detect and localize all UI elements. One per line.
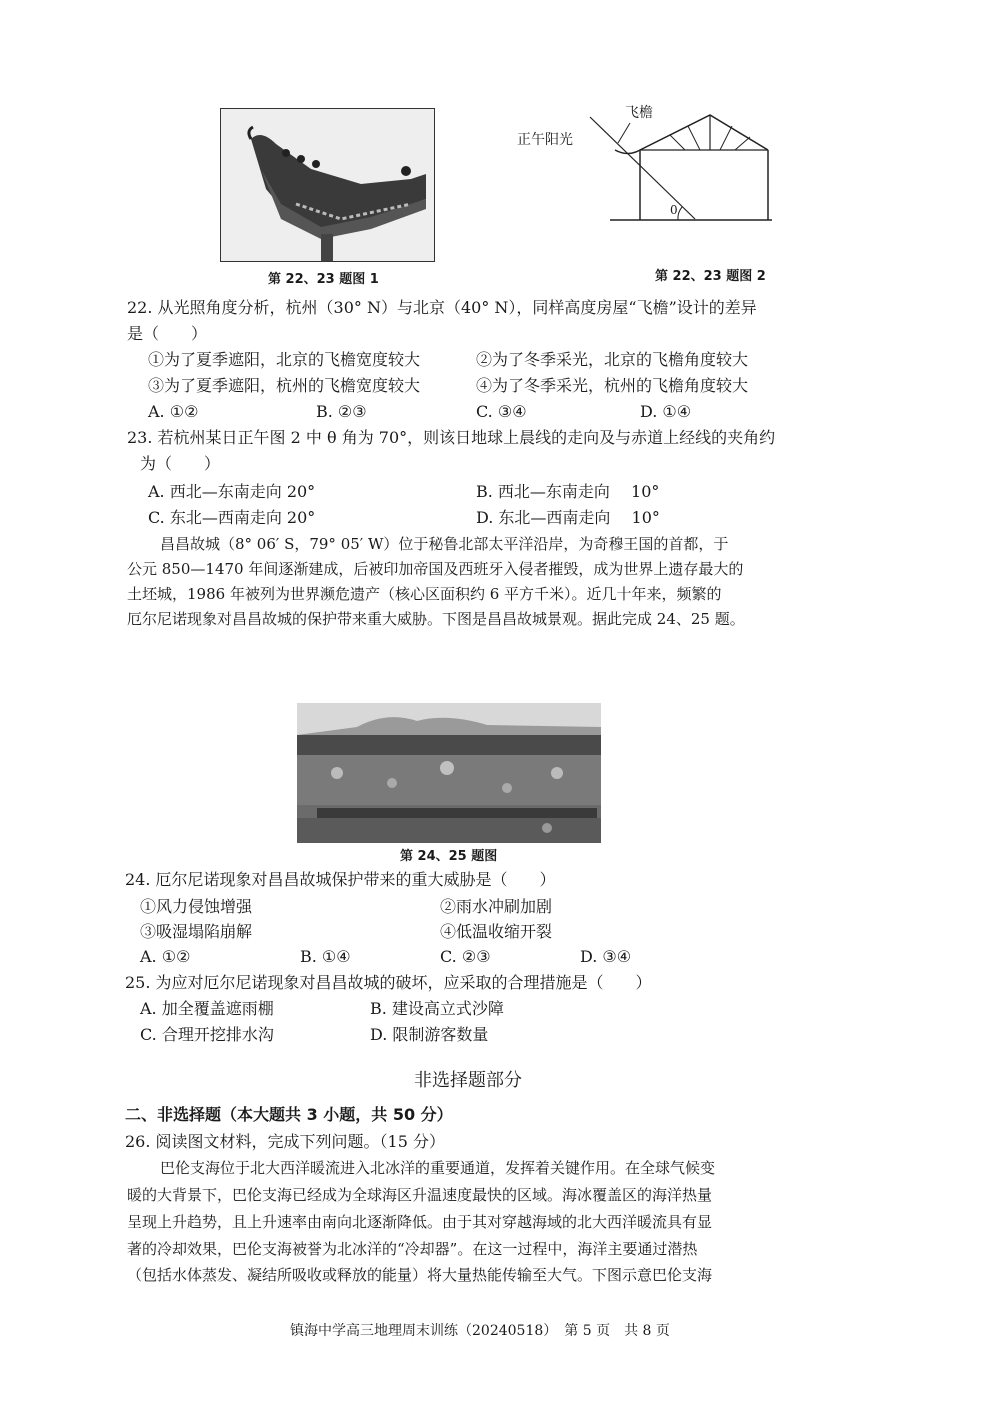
q24-option-a[interactable]: A. ①②: [140, 947, 191, 966]
eave-label: 飞檐: [625, 105, 653, 121]
q24-option-d[interactable]: D. ③④: [580, 947, 632, 966]
figure-2-caption: 第 22、23 题图 2: [655, 269, 766, 284]
q22-statement-2: ②为了冬季采光，北京的飞檐角度较大: [476, 350, 749, 369]
q22-stem-line1: 22. 从光照角度分析，杭州（30° N）与北京（40° N），同样高度房屋“飞檐”设计的差异: [127, 298, 757, 317]
q26-line1: 巴伦支海位于北大西洋暖流进入北冰洋的重要通道，发挥着关键作用。在全球气候变: [160, 1159, 716, 1177]
q23-option-a[interactable]: A. 西北—东南走向 20°: [148, 482, 316, 501]
chanchan-photo-drawing: [297, 703, 601, 843]
q25-stem: 25. 为应对厄尔尼诺现象对昌昌故城的破坏，应采取的合理措施是（ ）: [125, 973, 652, 992]
q26-line4: 著的冷却效果，巴伦支海被誉为北冰洋的“冷却器”。在这一过程中，海洋主要通过潜热: [127, 1240, 698, 1258]
passage1-line4: 厄尔尼诺现象对昌昌故城的保护带来重大威胁。下图是昌昌故城景观。据此完成 24、25 题。: [127, 610, 745, 628]
q24-statement-3: ③吸湿塌陷崩解: [140, 922, 253, 941]
sun-label: 正午阳光: [517, 132, 573, 148]
q24-statement-4: ④低温收缩开裂: [440, 922, 553, 941]
q24-option-c[interactable]: C. ②③: [440, 947, 491, 966]
passage1-line2: 公元 850—1470 年间逐渐建成，后被印加帝国及西班牙入侵者摧毁，成为世界上遗存最大的: [127, 560, 744, 578]
figure-1-caption: 第 22、23 题图 1: [268, 272, 379, 287]
angle-label: 0: [670, 203, 678, 217]
passage1-line1: 昌昌故城（8° 06′ S，79° 05′ W）位于秘鲁北部太平洋沿岸，为奇穆王国的首都，于: [160, 535, 729, 553]
eave-photo-drawing: [221, 109, 434, 261]
q22-statement-4: ④为了冬季采光，杭州的飞檐角度较大: [476, 376, 749, 395]
figure-3-caption: 第 24、25 题图: [400, 849, 498, 864]
q24-option-b[interactable]: B. ①④: [300, 947, 351, 966]
q24-stem: 24. 厄尔尼诺现象对昌昌故城保护带来的重大威胁是（ ）: [125, 870, 556, 889]
q26-line5: （包括水体蒸发、凝结所吸收或释放的能量）将大量热能传输至大气。下图示意巴伦支海: [127, 1266, 713, 1284]
q23-option-d[interactable]: D. 东北—西南走向 10°: [476, 508, 660, 527]
q22-option-b[interactable]: B. ②③: [316, 402, 367, 421]
q23-option-c[interactable]: C. 东北—西南走向 20°: [148, 508, 316, 527]
q24-statement-2: ②雨水冲刷加剧: [440, 897, 553, 916]
q26-line2: 暖的大背景下，巴伦支海已经成为全球海区升温速度最快的区域。海冰覆盖区的海洋热量: [127, 1186, 713, 1204]
q22-stem-line2: 是（ ）: [127, 324, 208, 343]
chanchan-photo: [297, 703, 601, 843]
q26-stem: 26. 阅读图文材料，完成下列问题。（15 分）: [125, 1132, 445, 1151]
eave-photo: [220, 108, 435, 262]
q23-stem-line2: 为（ ）: [140, 454, 221, 473]
section-title: 非选择题部分: [414, 1070, 522, 1091]
page-footer: 镇海中学高三地理周末训练（20240518） 第 5 页 共 8 页: [290, 1323, 670, 1339]
q22-option-a[interactable]: A. ①②: [148, 402, 199, 421]
q22-statement-3: ③为了夏季遮阳，杭州的飞檐宽度较大: [148, 376, 421, 395]
q22-option-c[interactable]: C. ③④: [476, 402, 527, 421]
section-heading: 二、非选择题（本大题共 3 小题，共 50 分）: [125, 1105, 453, 1124]
q25-option-d[interactable]: D. 限制游客数量: [370, 1025, 489, 1044]
sun-ray-line: [590, 117, 695, 219]
passage1-line3: 土坯城，1986 年被列为世界濒危遗产（核心区面积约 6 平方千米）。近几十年来，频繁的: [127, 585, 722, 603]
q25-option-c[interactable]: C. 合理开挖排水沟: [140, 1025, 274, 1044]
q22-statement-1: ①为了夏季遮阳，北京的飞檐宽度较大: [148, 350, 421, 369]
q25-option-b[interactable]: B. 建设高立式沙障: [370, 999, 504, 1018]
q22-option-d[interactable]: D. ①④: [640, 402, 692, 421]
q25-option-a[interactable]: A. 加全覆盖遮雨棚: [140, 999, 274, 1018]
q24-statement-1: ①风力侵蚀增强: [140, 897, 253, 916]
q23-option-b[interactable]: B. 西北—东南走向 10°: [476, 482, 660, 501]
q26-line3: 呈现上升趋势，且上升速率由南向北逐渐降低。由于其对穿越海域的北大西洋暖流具有显: [127, 1213, 713, 1231]
q23-stem-line1: 23. 若杭州某日正午图 2 中 θ 角为 70°，则该日地球上晨线的走向及与赤道上经线的夹角约: [127, 428, 776, 447]
